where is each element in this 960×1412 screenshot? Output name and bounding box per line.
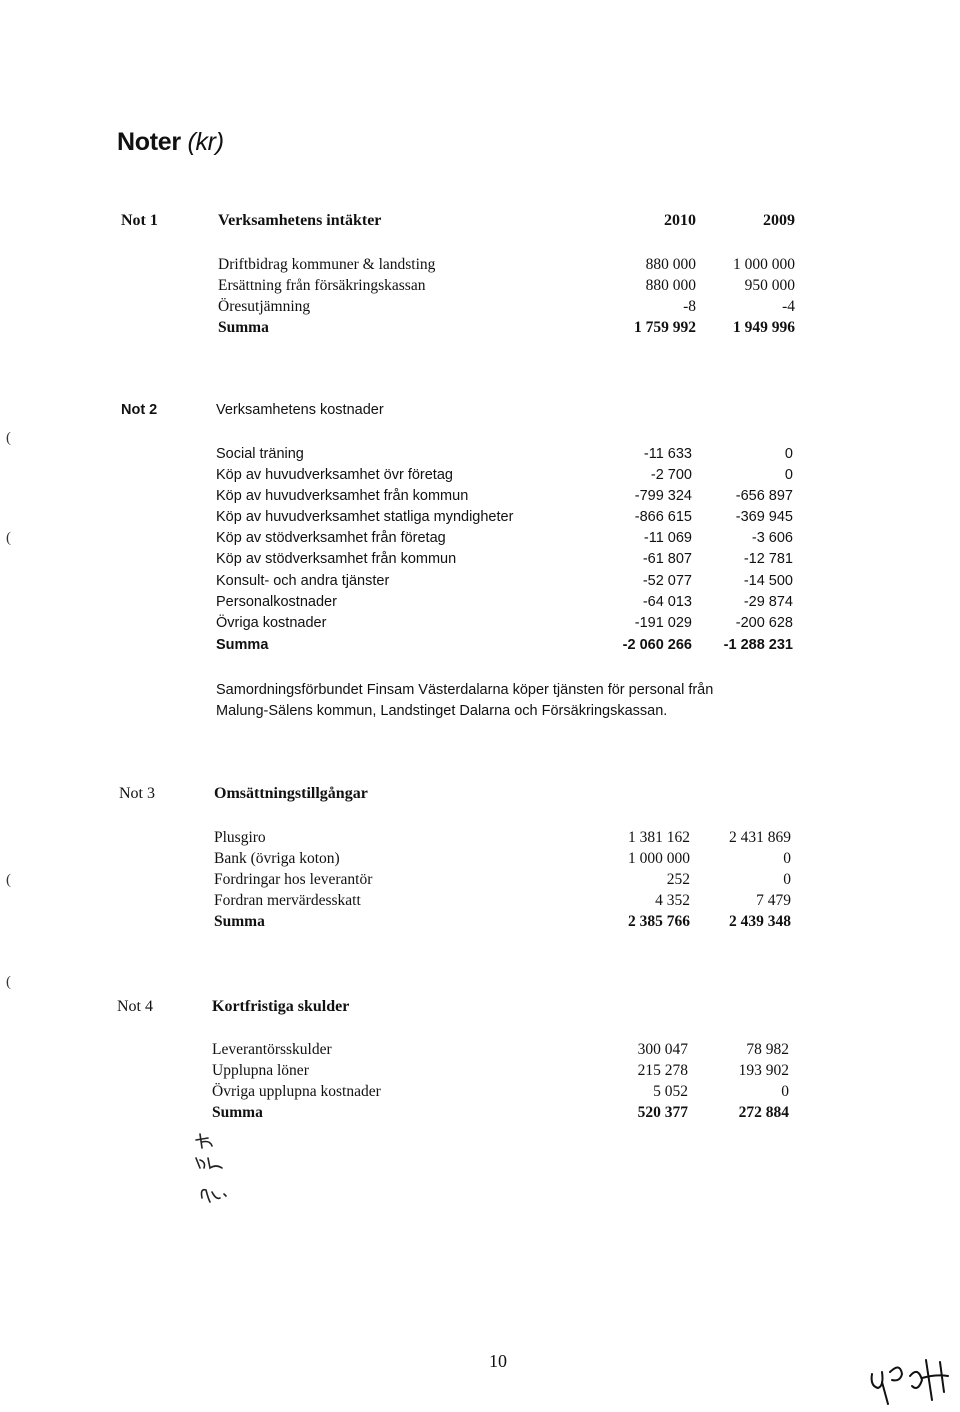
row-label: Bank (övriga koton) — [214, 850, 340, 867]
row-label: Övriga upplupna kostnader — [212, 1083, 381, 1100]
row-label: Fordringar hos leverantör — [214, 871, 373, 888]
scan-artifact: ( — [6, 872, 11, 888]
value-2009: 0 — [783, 850, 791, 867]
value-2010: 300 047 — [637, 1041, 688, 1058]
value-2010: -11 633 — [643, 446, 692, 462]
note-heading: Verksamhetens kostnader — [216, 402, 384, 418]
row-label: Övriga kostnader — [216, 615, 327, 631]
value-2010: 1 000 000 — [628, 850, 690, 867]
value-2010: -191 029 — [634, 615, 692, 631]
value-2010: 1 381 162 — [628, 829, 690, 846]
value-2010: 215 278 — [637, 1062, 688, 1079]
value-2010: -8 — [683, 298, 696, 315]
row-label: Summa — [218, 319, 269, 336]
value-2009: 0 — [781, 1083, 789, 1100]
year-2009-header: 2009 — [763, 212, 795, 229]
value-2009: 0 — [784, 446, 793, 462]
value-2010: -2 060 266 — [622, 637, 692, 653]
row-label: Plusgiro — [214, 829, 266, 846]
row-label: Köp av stödverksamhet från kommun — [216, 551, 457, 567]
note-2-text — [216, 680, 776, 722]
value-2010: 1 759 992 — [634, 319, 696, 336]
value-2009: 272 884 — [738, 1104, 789, 1121]
row-label: Ersättning från försäkringskassan — [218, 277, 426, 294]
row-label: Summa — [212, 1104, 263, 1121]
page-title — [117, 128, 224, 157]
value-2009: -369 945 — [735, 509, 793, 525]
value-2010: 5 052 — [653, 1083, 688, 1100]
page-number: 10 — [489, 1351, 507, 1371]
value-2010: 4 352 — [655, 892, 690, 909]
value-2009: -14 500 — [743, 573, 793, 589]
note-label: Not 4 — [117, 998, 153, 1015]
title-suffix: (kr) — [187, 128, 224, 156]
row-label: Driftbidrag kommuner & landsting — [218, 256, 436, 273]
value-2010: -61 807 — [642, 551, 692, 567]
note-label: Not 1 — [121, 212, 158, 229]
value-2010: -64 013 — [642, 594, 692, 610]
value-2010: -11 069 — [643, 530, 692, 546]
row-label: Summa — [216, 637, 269, 653]
row-label: Leverantörsskulder — [212, 1041, 332, 1058]
value-2009: 2 439 348 — [729, 913, 791, 930]
value-2009: 1 949 996 — [733, 319, 795, 336]
scan-artifact: ( — [6, 430, 11, 446]
note-heading: Kortfristiga skulder — [212, 998, 350, 1015]
value-2010: -799 324 — [634, 488, 692, 504]
handwritten-initials — [192, 1128, 252, 1218]
text-line: Malung-Sälens kommun, Landstinget Dalarna och Försäkringskassan. — [216, 703, 668, 719]
value-2010: -2 700 — [650, 467, 692, 483]
value-2010: 520 377 — [637, 1104, 688, 1121]
value-2010: 880 000 — [645, 256, 696, 273]
note-heading: Verksamhetens intäkter — [218, 212, 382, 229]
handwritten-signature — [866, 1352, 956, 1408]
row-label: Upplupna löner — [212, 1062, 309, 1079]
value-2010: 880 000 — [645, 277, 696, 294]
row-label: Fordran mervärdesskatt — [214, 892, 361, 909]
value-2009: 78 982 — [746, 1041, 789, 1058]
row-label: Köp av huvudverksamhet från kommun — [216, 488, 469, 504]
value-2009: 193 902 — [738, 1062, 789, 1079]
value-2009: 0 — [784, 467, 793, 483]
value-2009: -1 288 231 — [723, 637, 793, 653]
row-label: Öresutjämning — [218, 298, 311, 315]
row-label: Köp av stödverksamhet från företag — [216, 530, 446, 546]
value-2009: 7 479 — [756, 892, 791, 909]
row-label: Personalkostnader — [216, 594, 337, 610]
value-2009: -3 606 — [751, 530, 793, 546]
value-2009: 2 431 869 — [729, 829, 791, 846]
scan-artifact: ( — [6, 530, 11, 546]
scan-artifact: ( — [6, 974, 11, 990]
note-label: Not 3 — [119, 785, 155, 802]
value-2009: -12 781 — [743, 551, 793, 567]
value-2009: -200 628 — [735, 615, 793, 631]
note-label: Not 2 — [121, 402, 158, 418]
value-2009: 1 000 000 — [733, 256, 795, 273]
value-2009: 950 000 — [744, 277, 795, 294]
value-2010: 252 — [666, 871, 690, 888]
year-2010-header: 2010 — [664, 212, 696, 229]
row-label: Summa — [214, 913, 265, 930]
value-2010: -866 615 — [634, 509, 692, 525]
row-label: Köp av huvudverksamhet övr företag — [216, 467, 453, 483]
value-2009: 0 — [783, 871, 791, 888]
title-main: Noter — [117, 128, 181, 156]
row-label: Köp av huvudverksamhet statliga myndigheter — [216, 509, 514, 525]
row-label: Konsult- och andra tjänster — [216, 573, 390, 589]
value-2010: -52 077 — [642, 573, 692, 589]
value-2010: 2 385 766 — [628, 913, 690, 930]
value-2009: -29 874 — [743, 594, 793, 610]
text-line: Samordningsförbundet Finsam Västerdalarna köper tjänsten för personal från — [216, 682, 714, 698]
row-label: Social träning — [216, 446, 304, 462]
value-2009: -656 897 — [735, 488, 793, 504]
note-heading: Omsättningstillgångar — [214, 785, 368, 802]
value-2009: -4 — [782, 298, 795, 315]
